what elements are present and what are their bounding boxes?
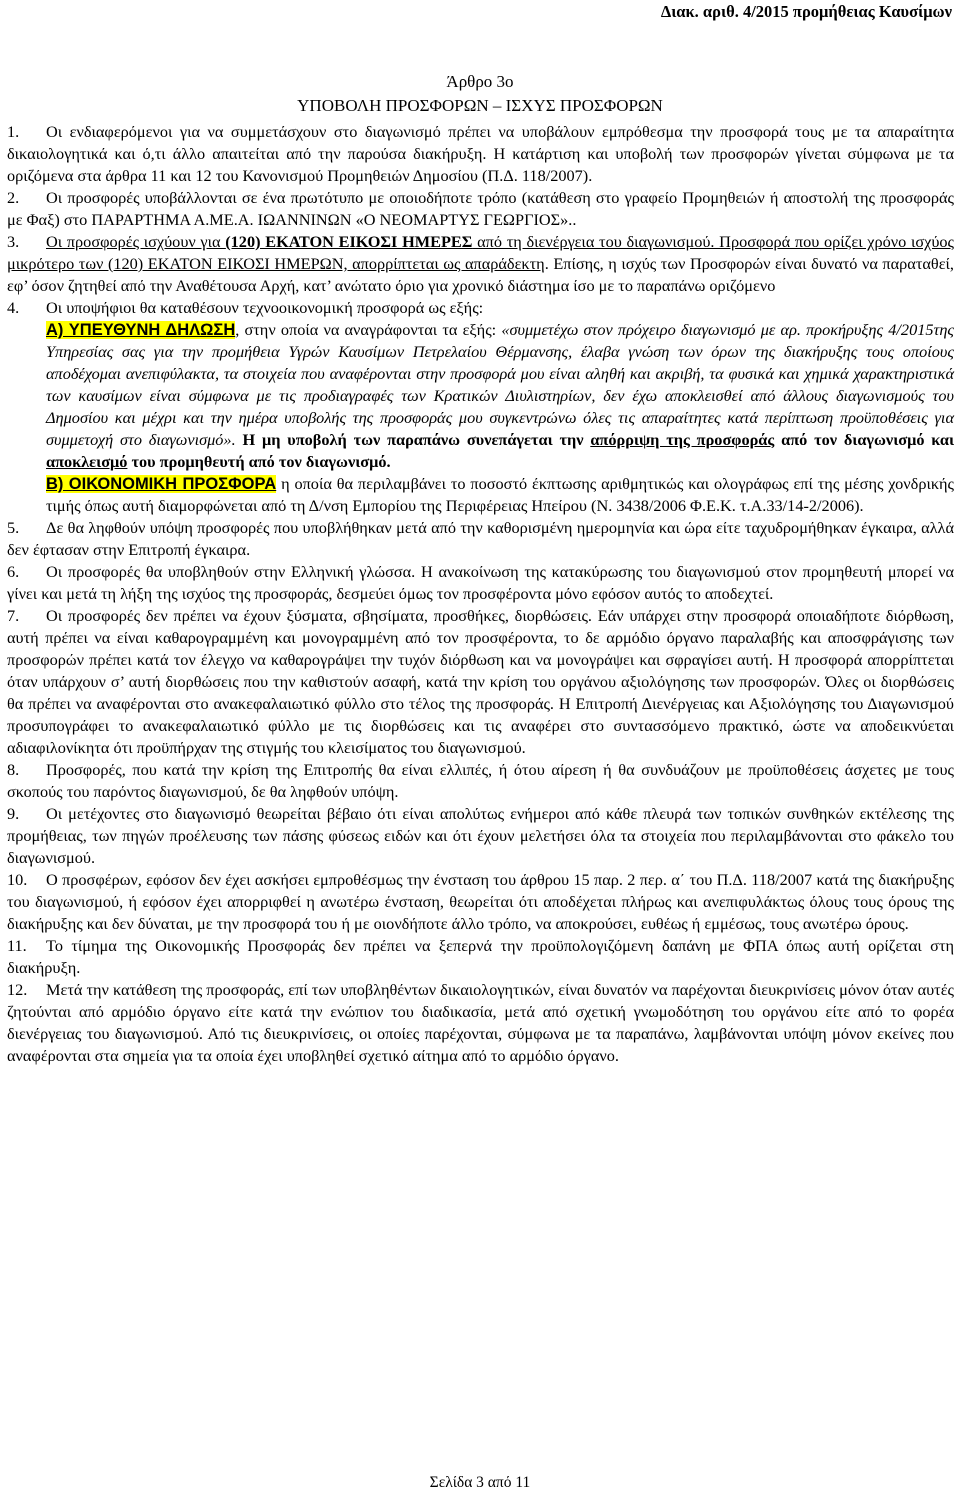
paragraph-1 [7,121,954,187]
item-text: Οι προσφορές υποβάλλονται σε ένα πρωτότυπο με οποιοδήποτε τρόπο (κατάθεση στο γραφείο Προμηθειών ή αποστολή της προσφοράς με Φαξ) στο ΠΑΡΑΡΤΗΜΑ Α.ΜΕ.Α. ΙΩΑΝΝΙΝΩΝ «Ο ΝΕΟΜΑΡΤΥΣ ΓΕΩΡΓΙΟΣ».. [7,188,954,229]
item-text: Οι προσφορές δεν πρέπει να έχουν ξύσματα, σβησίματα, προσθήκες, διορθώσεις. Εάν υπάρχει στην προσφορά οποιαδήποτε διόρθωση, αυτή πρέπει να είναι καθαρογραμμένη και μονογραμμένη από τον προσφέροντα, το δε αρμόδιο όργανο παραλαβής και αποσφράγισης των προσφορών πρέπει κατά τον έλεγχο να καθαρογράψει την τυχόν διόρθωση και να μονογράψει και σφραγίσει αυτή. Η προσφορά απορρίπτεται όταν υπάρχουν σ’ αυτή διορθώσεις που την καθιστούν ασαφή, κατά την κρίση του οργάνου αξιολόγησης των προσφορών. Όλες οι διορθώσεις θα πρέπει να αναφέρονται στο ανακεφαλαιωτικό φύλλο στο τέλος της προσφοράς. Η Επιτροπή Διενέργειας και Αξιολόγησης του Διαγωνισμού προσυπογράφει το ανακεφαλαιωτικό φύλλο με τις διορθώσεις και τις αναφέρει στο συντασσόμενο πρακτικό, ώστε να αποδεικνύεται αδιαφιλονίκητα ότι προϋπήρχαν της στιγμής του κλεισίματος του διαγωνισμού. [7,606,954,757]
declaration-warning: Η μη υποβολή των παραπάνω συνεπάγεται την [235,430,591,449]
paragraph-4 [7,297,954,319]
declaration-quote: «συμμετέχω στον πρόχειρο διαγωνισμό με αρ. προκήρυξης 4/2015της Υπηρεσίας σας για την προμήθεια Υγρών Καυσίμων Πετρελαίου Θέρμανσης, έλαβα γνώση των όρων της διακήρυξης τους οποίους αποδέχομαι ανεπιφύλακτα, τα στοιχεία που αναφέρονται στην προσφορά μου είναι αληθή και ακριβή, τα φυσικά και χημικά χαρακτηριστικά των καυσίμων είναι σύμφωνα με τις προδιαγραφές των Κρατικών Διυλιστηρίων, δεν έχω αποκλεισθεί από άλλους διαγωνισμούς του Δημοσίου και μέχρι και την ημέρα υποβολής της προσφοράς μου συγκεντρώνω όλες τις απαραίτητες κατά περίπτωση προϋποθέσεις για συμμετοχή στο διαγωνισμό». [46,320,954,449]
paragraph-11 [7,935,954,979]
declaration-warning-rejection: απόρριψη της προσφοράς [590,430,775,449]
item-text: Το τίμημα της Οικονομικής Προσφοράς δεν πρέπει να ξεπερνά την προϋπολογιζόμενη δαπάνη με ΦΠΑ όπως αυτή ορίζεται στη διακήρυξη. [7,936,954,977]
item-text: Οι μετέχοντες στο διαγωνισμό θεωρείται βέβαιο ότι είναι απολύτως ενήμεροι από κάθε πλευρά των τοπικών συνθηκών εκτέλεσης της προμήθειας, των πηγών προέλευσης των πάσης φύσεως ειδών και ότι έχουν μελετήσει όλα τα στοιχεία που περιλαμβάνονται στο φάκελο του διαγωνισμού. [7,804,954,867]
declaration-label: Α) ΥΠΕΥΘΥΝΗ ΔΗΛΩΣΗ [46,321,236,339]
paragraph-9 [7,803,954,869]
declaration-text: , στην οποία να αναγράφονται τα εξής: [235,320,502,339]
item-text: Προσφορές, που κατά την κρίση της Επιτροπής θα είναι ελλιπές, ή ότου αίρεση ή θα συνδυάζουν με προϋποθέσεις άσχετες με τους σκοπούς του παρόντος διαγωνισμού, δε θα ληφθούν υπόψη. [7,760,954,801]
declaration-warning-2: από τον διαγωνισμό και [774,430,955,449]
paragraph-4b [7,473,954,517]
item-number: 4. [7,298,20,317]
document-body [7,121,954,1067]
item-number: 7. [7,606,20,625]
paragraph-2 [7,187,954,231]
paragraph-3 [7,231,954,297]
item-text: . Επίσης, η ισχύς των Προσφορών είναι δυνατό να παραταθεί, εφ’ όσον ζητηθεί από την Αναθέτουσα Αρχή, κατ’ ανώτατο όριο για χρονικό διάστημα ίσο με το παραπάνω οριζόμενο [7,254,954,295]
article-title: Άρθρο 3ο [446,72,514,91]
paragraph-12 [7,979,954,1067]
item-number: 5. [7,518,20,537]
item-number: 1. [7,122,20,141]
item-text: Οι υποψήφιοι θα καταθέσουν τεχνοοικονομική προσφορά ως εξής: [46,298,484,317]
declaration-warning-3: του προμηθευτή από τον διαγωνισμό. [127,452,391,471]
validity-days: (120) ΕΚΑΤΟΝ ΕΙΚΟΣΙ ΗΜΕΡΕΣ [225,232,473,251]
paragraph-6 [7,561,954,605]
item-number: 8. [7,760,20,779]
item-number: 12. [7,980,28,999]
paragraph-7 [7,605,954,759]
page-header: Διακ. αριθ. 4/2015 προμήθειας Καυσίμων [660,2,952,21]
item-text: Οι προσφορές θα υποβληθούν στην Ελληνική γλώσσα. Η ανακοίνωση της κατακύρωσης του διαγωνισμού στον προμηθευτή μπορεί να γίνει και μετά τη λήξη της ισχύος της προσφοράς, δεσμεύει όμως τον προσφέροντα μόνο εφόσον αυτός το αποδεχτεί. [7,562,954,603]
validity-text-rest: από τη διενέργεια του διαγωνισμού. Προσφορά που ορίζει χρόνο ισχύος μικρότερο των (120) ΕΚΑΤΟΝ ΕΙΚΟΣΙ ΗΜΕΡΩΝ, απορρίπτεται ως απαράδεκτη [7,232,955,273]
paragraph-4a [7,319,954,473]
article-subtitle: ΥΠΟΒΟΛΗ ΠΡΟΣΦΟΡΩΝ – ΙΣΧΥΣ ΠΡΟΣΦΟΡΩΝ [297,96,663,115]
item-number: 2. [7,188,20,207]
item-text: Ο προσφέρων, εφόσον δεν έχει ασκήσει εμπροθέσμως την ένσταση του άρθρου 15 παρ. 2 περ. α΄ του Π.Δ. 118/2007 κατά της διακήρυξης του διαγωνισμού, ή εφόσον έχει απορριφθεί η ανωτέρω ένσταση, θεωρείται ότι αποδέχεται πλήρως και ανεπιφυλάκτως όλους τους όρους της διακήρυξης και δεν δύναται, με την προσφορά του ή με οιονδήποτε άλλο τρόπο, να αποκρούσει, ευθέως ή εμμέσως, τους ανωτέρω όρους. [7,870,954,933]
item-text: Δε θα ληφθούν υπόψη προσφορές που υποβλήθηκαν μετά από την καθορισμένη ημερομηνία και ώρα είτε ταχυδρομήθηκαν έγκαιρα, αλλά δεν έφτασαν στην Επιτροπή έγκαιρα. [7,518,954,559]
item-number: 11. [7,936,27,955]
item-number: 3. [7,232,20,251]
paragraph-5 [7,517,954,561]
item-text: Μετά την κατάθεση της προσφοράς, επί των υποβληθέντων δικαιολογητικών, είναι δυνατόν να παρέχονται διευκρινίσεις μόνον όταν αυτές ζητούνται από αρμόδιο όργανο είτε κατά την ενώπιον του διαδικασία, μετά από σχετική γνωμοδότηση του οργάνου είτε από το φορέα διενέργειας του διαγωνισμού. Από τις διευκρινίσεις, οι οποίες παρέχονται, σύμφωνα με τα παραπάνω, λαμβάνονται υπόψη μόνον εκείνες που αναφέρονται στα σημεία για τα οποία έχει υποβληθεί σχετικό αίτημα από το αρμόδιο όργανο. [7,980,954,1065]
item-number: 9. [7,804,20,823]
item-text: Οι ενδιαφερόμενοι για να συμμετάσχουν στο διαγωνισμό πρέπει να υποβάλουν εμπρόθεσμα την προσφορά τους με τα απαραίτητα δικαιολογητικά και ό,τι άλλο απαιτείται από την παρούσα διακήρυξη. Η κατάρτιση και υποβολή των προσφορών γίνεται σύμφωνα με τα οριζόμενα στα άρθρα 11 και 12 του Κανονισμού Προμηθειών Δημοσίου (Π.Δ. 118/2007). [7,122,954,185]
financial-offer-text: η οποία θα περιλαμβάνει το ποσοστό έκπτωσης αριθμητικώς και ολογράφως επί της μέσης χονδρικής τιμής όπως αυτή διαμορφώνεται από τη Δ/νση Εμπορίου της Περιφέρειας Ηπείρου (Ν. 3438/2006 Φ.Ε.Κ. τ.Α.33/14-2/2006). [46,474,954,515]
declaration-warning-exclusion: αποκλεισμό [46,452,128,471]
validity-text: Οι προσφορές ισχύουν για [46,232,226,251]
financial-offer-label: Β) ΟΙΚΟΝΟΜΙΚΗ ΠΡΟΣΦΟΡΑ [46,475,277,493]
page-footer: Σελίδα 3 από 11 [429,1474,531,1491]
item-number: 10. [7,870,28,889]
item-number: 6. [7,562,20,581]
paragraph-10 [7,869,954,935]
paragraph-8 [7,759,954,803]
